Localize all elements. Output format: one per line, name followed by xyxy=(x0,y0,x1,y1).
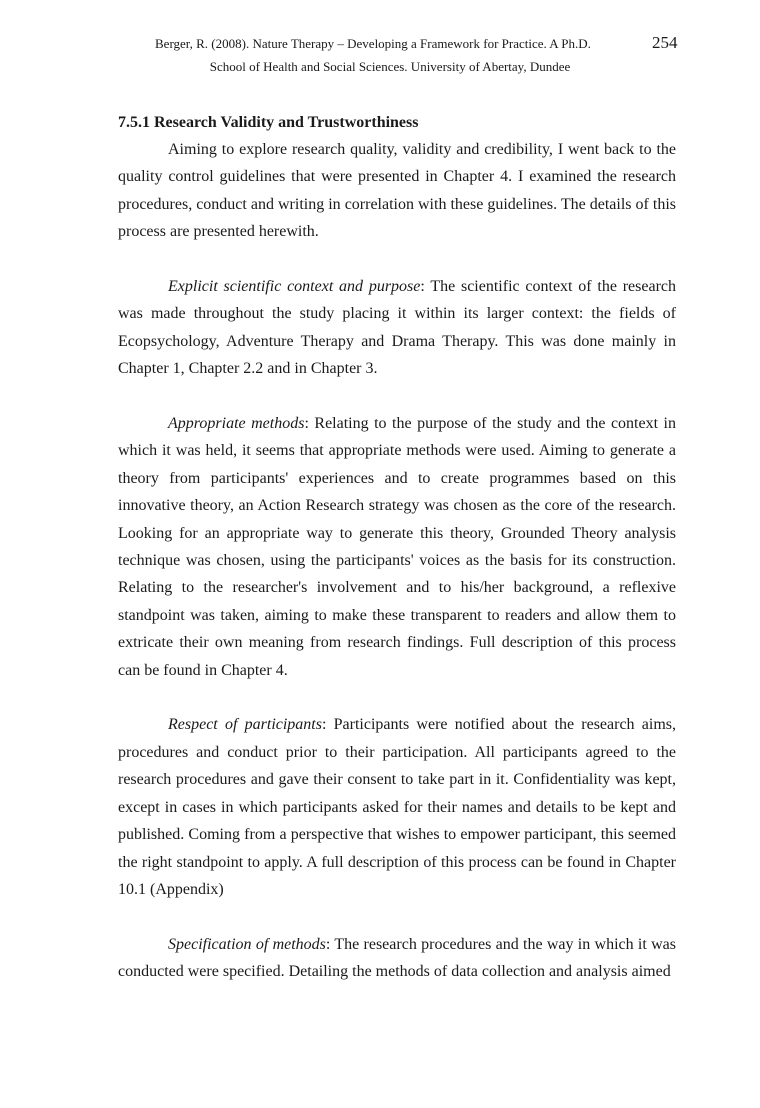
paragraph-respect-of-participants xyxy=(118,711,676,903)
header-citation: Berger, R. (2008). Nature Therapy – Developing a Framework for Practice. A Ph.D. xyxy=(155,36,591,51)
page-body xyxy=(118,110,676,986)
paragraph-term: Specification of methods xyxy=(168,935,326,953)
page-number: 254 xyxy=(652,33,678,52)
paragraph-term: Respect of participants xyxy=(168,716,322,734)
paragraph-appropriate-methods xyxy=(118,410,676,684)
header-institution: School of Health and Social Sciences. University of Abertay, Dundee xyxy=(209,59,571,74)
paragraph-specification-of-methods xyxy=(118,931,676,986)
paragraph-text: : The research procedures and the way in which it was conducted were specified. Detailing the methods of data collection and analysis aimed xyxy=(118,935,676,981)
paragraph-text: : Participants were notified about the research aims, procedures and conduct prior to their participation. All participants agreed to the research procedures and gave their consent to take part in it. Confidentiality was kept, except in cases in which participants asked for their names and details to be kept and published. Coming from a perspective that wishes to empower participant, this seemed the right standpoint to apply. A full description of this process can be found in Chapter 10.1 (Appendix) xyxy=(118,716,677,898)
paragraph-text: : The scientific context of the research was made throughout the study placing it within its larger context: the fields of Ecopsychology, Adventure Therapy and Drama Therapy. This was done mainly in Chapter 1, Chapter 2.2 and in Chapter 3. xyxy=(118,278,676,378)
page-header xyxy=(0,34,760,84)
paragraph-scientific-context xyxy=(118,273,676,383)
paragraph-term: Explicit scientific context and purpose xyxy=(168,278,421,296)
paragraph-term: Appropriate methods xyxy=(168,415,305,433)
paragraph-text: : Relating to the purpose of the study and the context in which it was held, it seems that appropriate methods were used. Aiming to generate a theory from participants' experiences and to create programmes based on this innovative theory, an Action Research strategy was chosen as the core of the research. Looking for an appropriate way to generate this theory, Grounded Theory analysis technique was chosen, using the participants' voices as the basis for its construction. Relating to the researcher's involvement and to his/her background, a reflexive standpoint was taken, aiming to make these transparent to readers and allow them to extricate their own meaning from research findings. Full description of this process can be found in Chapter 4. xyxy=(118,415,676,679)
section-heading: 7.5.1 Research Validity and Trustworthiness xyxy=(118,114,419,131)
intro-paragraph: Aiming to explore research quality, validity and credibility, I went back to the quality control guidelines that were presented in Chapter 4. I examined the research procedures, conduct and writing in correlation with these guidelines. The details of this process are presented herewith. xyxy=(118,141,676,241)
